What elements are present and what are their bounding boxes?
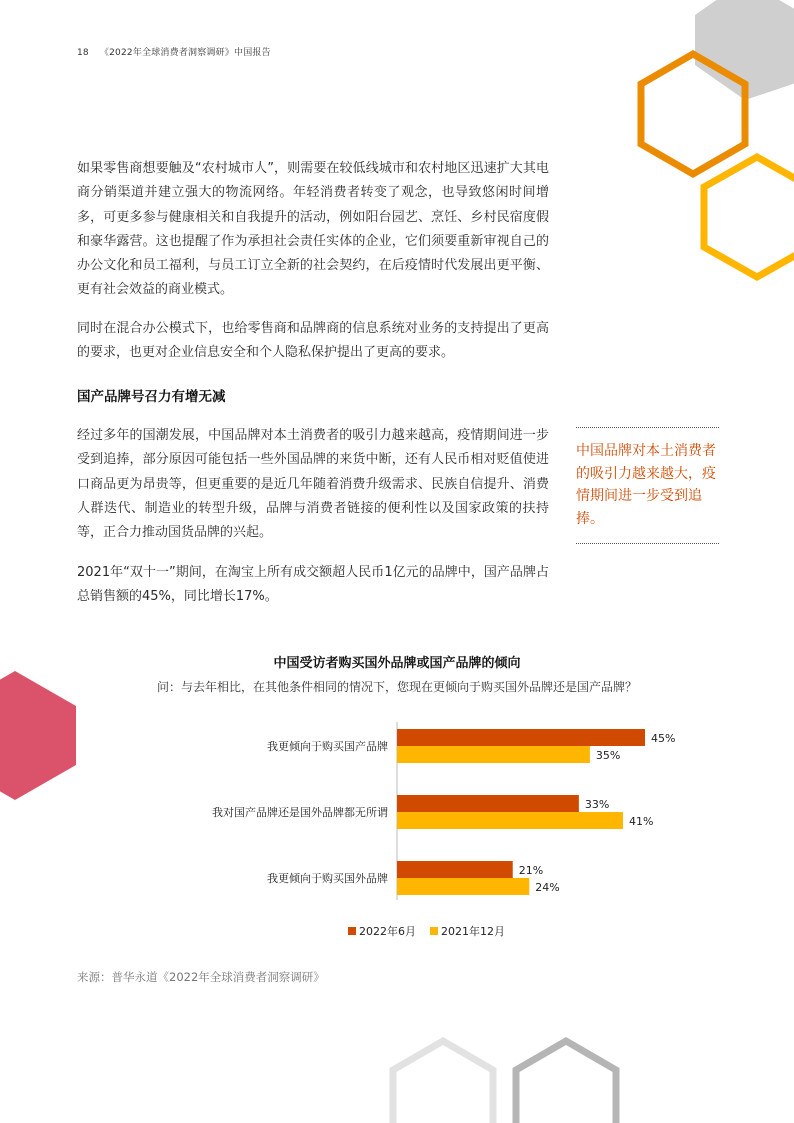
bar-2022 xyxy=(397,795,579,812)
pull-quote: 中国品牌对本土消费者的吸引力越来越大，疫情期间进一步受到追捧。 xyxy=(576,427,719,544)
bar-2022 xyxy=(397,861,513,878)
section-title: 国产品牌号召力有增无减 xyxy=(77,389,226,405)
data-label: 33% xyxy=(584,798,610,811)
legend-label-2021: 2021年12月 xyxy=(441,925,505,938)
legend-item-2022 xyxy=(348,923,416,939)
data-label: 41% xyxy=(628,815,654,828)
data-label: 35% xyxy=(595,749,621,762)
data-label: 24% xyxy=(535,881,560,894)
paragraph-rural-urban: 如果零售商想要触及“农村城市人”，则需要在较低线城市和农村地区迅速扩大其电商分销渠道并建立强大的物流网络。年轻消费者转变了观念，也导致悠闲时间增多，可更多参与健康相关和自我提升的活动，例如阳台园艺、烹饪、乡村民宿度假和豪华露营。这也提醒了作为承担社会责任实体的企业，它们须要重新审视自己的办公文化和员工福利，与员工订立全新的社会契约，在后疫情时代发展出更平衡、更有社会效益的商业模式。 xyxy=(77,161,549,298)
legend-swatch-2022 xyxy=(348,927,356,935)
bar-2021 xyxy=(397,812,623,829)
report-title: 《2022年全球消费者洞察调研》中国报告 xyxy=(99,48,271,58)
page-number: 18 xyxy=(77,48,89,58)
chart-title: 中国受访者购买国外品牌或国产品牌的倾向 xyxy=(273,656,521,671)
page-header xyxy=(77,45,279,58)
source-note: 来源：普华永道《2022年全球消费者洞察调研》 xyxy=(77,970,325,984)
light-grey-hexagon-outline xyxy=(393,1041,493,1123)
grey-hexagon-outline xyxy=(516,1041,616,1123)
bar-2022 xyxy=(397,729,645,746)
yellow-hexagon-outline xyxy=(704,157,794,277)
legend-label-2022: 2022年6月 xyxy=(359,925,416,938)
bar-2021 xyxy=(397,746,590,763)
legend-item-2021 xyxy=(430,923,505,939)
data-label: 45% xyxy=(651,732,676,745)
category-label: 我更倾向于购买国产品牌 xyxy=(267,740,388,753)
chart-legend xyxy=(348,923,505,939)
paragraph-double-eleven: 2021年“双十一”期间，在淘宝上所有成交额超人民币1亿元的品牌中，国产品牌占总销售额的45%，同比增长17%。 xyxy=(77,565,549,605)
orange-hexagon-outline xyxy=(641,54,745,174)
chart-subtitle: 问：与去年相比，在其他条件相同的情况下，您现在更倾向于购买国外品牌还是国产品牌？ xyxy=(156,680,637,694)
category-label: 我更倾向于购买国外品牌 xyxy=(267,872,388,885)
data-label: 21% xyxy=(518,864,544,877)
bar-2021 xyxy=(397,878,529,895)
legend-swatch-2021 xyxy=(430,927,438,935)
category-label: 我对国产品牌还是国外品牌都无所谓 xyxy=(212,806,388,819)
bar-chart xyxy=(0,700,794,910)
paragraph-domestic-brands: 经过多年的国潮发展，中国品牌对本土消费者的吸引力越来越高，疫情期间进一步受到追捧，部分原因可能包括一些外国品牌的来货中断，还有人民币相对贬值使进口商品更为昂贵等，但更重要的是近几年随着消费升级需求、民族自信提升、消费人群迭代、制造业的转型升级，品牌与消费者链接的便利性以及国家政策的扶持等，正合力推动国货品牌的兴起。 xyxy=(77,428,549,541)
paragraph-hybrid-work: 同时在混合办公模式下，也给零售商和品牌商的信息系统对业务的支持提出了更高的要求，也更对企业信息安全和个人隐私保护提出了更高的要求。 xyxy=(77,321,549,361)
